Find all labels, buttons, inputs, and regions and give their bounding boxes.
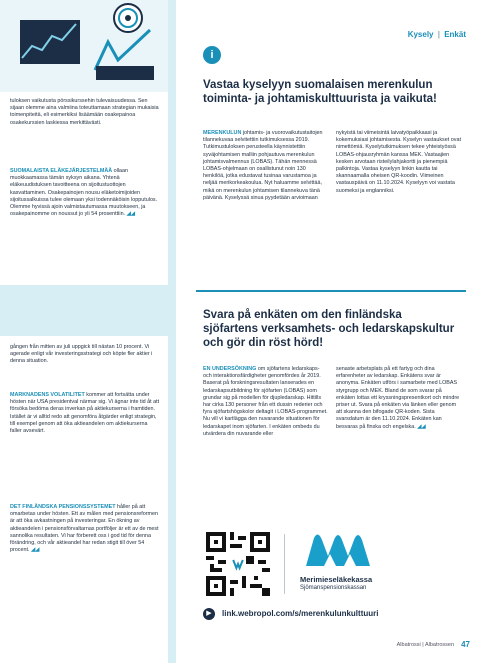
fi-lead: MERENKULUN xyxy=(203,130,242,136)
qr-code[interactable] xyxy=(206,532,270,596)
logo-name: Merimieseläkekassa xyxy=(300,575,373,584)
page-header xyxy=(408,30,466,39)
arrow-icon: ▶ xyxy=(203,608,215,620)
logo-divider xyxy=(284,534,285,594)
left-section-3 xyxy=(10,504,160,554)
survey-link[interactable]: link.webropol.com/s/merenkulunkulttuuri xyxy=(222,609,379,618)
end-mark-icon: ◢◢ xyxy=(126,211,135,218)
section-text-2: kommer att fortsätta under hösten när USA presidentval närmar sig. Vi ägnar inte tid åt att försöka bedöma deras inverkan på aktiekurserna i framtiden. Istället är vi alltid redo att genomföra åtgärder enligt strategin, till exempel genom att öka aktieandelen om aktiekurserna faller avsevärt. xyxy=(10,392,160,435)
left-section-2 xyxy=(10,392,160,435)
sv-text-2: senaste arbetsplats på ett fartyg och dina erfarenheter av ledarskap. Enkätens svar är anonyma. Enkäten utförs i samarbete med LOBAS styrgrupp och MEK. Bland de som svarar på enkäten lottas ett kryssningspresentkort och mindre priser ut. Svara på enkäten via länken eller genom att skanna den bifogade QR-koden. Sista svarsdatum är den 11.10.2024. Enkäten kan besvaras på finska och engelska. xyxy=(336,366,460,430)
section-text-3: håller på att omarbetas under hösten. Ett av målen med pensionsreformen är att öka avkastningen på investeringar. En ökning av aktieandelen i pensionsförvaltarnas portföljer är ett av de mest sannolika resultaten. Vi har förberett oss i god tid för denna förändring, och vår aktieandel har redan stigit till över 54 procent. xyxy=(10,504,159,554)
divider xyxy=(196,290,466,292)
header-category: Kysely xyxy=(407,30,434,39)
left-column-top xyxy=(0,0,168,285)
sv-title: Svara på enkäten om den finländska sjöfartens verksamhets- och ledarskapskultur och gör din röst hörd! xyxy=(203,309,455,349)
sv-text-1: om sjöfartens ledarskaps- och interaktionsfärdigheter genomfördes år 2019. Baserat på forskningsresultaten lanserades en ledarskapsutbildning för sjöfarten (LOBAS) som grundar sig på modellen för djupledarskap. Hittills har cirka 130 personer från ett dussin rederier och fyra sjöfartshögskolor deltagit i LOBAS-programmet. Nu vill vi kartlägga den nuvarande situationen för ledarskapet inom sjöfarten. I enkäten ombeds du utvärdera din nuvarande eller xyxy=(203,366,328,437)
end-mark-icon: ◢◢ xyxy=(30,547,40,554)
fi-column-2: nykyistä tai viimeisintä laivatyöpaikkaasi ja kokemuksiasi johtamisesta. Kyselyn vastaukset ovat nimettömiä. Kyselytutkimuksen tekee yhteistyössä LOBAS-ohjausryhmän kanssa MEK. Vastaajien kesken arvotaan risteilylahjakortti ja pienempiä palkintoja. Vastaa kyselyyn linkin kautta tai skannaamalla oheisen QR-koodin. Viimeinen vastauspäivä on 11.10.2024. Kyselyyn voi vastata suomeksi ja englanniksi. xyxy=(336,130,461,194)
left-bottom-paragraph: gången från mitten av juli uppgick till nästan 10 procent. Vi agerade enligt vår investeringsstrategi och köpte fler aktier i denna situation. xyxy=(10,344,153,365)
footer-magazine: Albatrossi | Albatrossen xyxy=(396,642,454,648)
illustration-graphic xyxy=(0,0,168,92)
header-separator: | xyxy=(437,30,440,39)
right-column xyxy=(176,0,480,663)
page-number: 47 xyxy=(461,640,470,649)
left-top-paragraph: tuloksen vaikutusta pörssikurssehin tulevaisuudessa. Sen sijaan olemme aina valmiina toteuttamaan strategian mukaisia toimenpiteitä, eli esimerkiksi lisäämään osakepainoa osakekurssien laskiessa merkittävästi. xyxy=(10,98,159,126)
fi-text-1: johtamis- ja vuorovaikutustaitojen tilannekuvaa selvitettiin tutkimuksessa 2019. Tutkimustuloksen perusteella käynnistettiin syväjohtamisen malliin pohjautuva merenkulun johtamisvalmennus (LOBAS). Tähän mennessä LOBAS-ohjelmaan on osallistunut noin 130 henkilöä, jotka edustavat tusinaa varustamoa ja neljää merikorkeakoulua. Nyt haluamme selvittää, mikä on merenkulun johtamisen tilannekuva tänä päivänä. Kyselyssä sinua pyydetään arvioimaan xyxy=(203,130,323,201)
sv-lead: EN UNDERSÖKNING xyxy=(203,366,257,372)
section-heading-2: MARKNADENS VOLATILITET xyxy=(10,392,85,398)
sv-column-1 xyxy=(203,366,328,438)
left-section-1 xyxy=(10,168,160,218)
logo-subname: Sjömanspensionskassan xyxy=(300,585,367,591)
section-heading-1: SUOMALAISTA ELÄKEJÄRJESTELMÄÄ xyxy=(10,168,113,174)
left-column-bottom xyxy=(0,336,168,663)
header-category-2: Enkät xyxy=(444,30,466,39)
end-mark-icon: ◢◢ xyxy=(417,423,426,430)
mek-logo-icon xyxy=(304,532,384,568)
section-heading-3: DET FINLÄNDSKA PENSIONSSYSTEMET xyxy=(10,504,116,510)
section-text-1: ollaan muokkaamassa tämän syksyn aikana. Yhtenä eläkeuudistuksen tavoitteena on sijoitustuottojen kasvattaminen. Osakepainojen nousu eläketoimijoiden sijoitussalkuissa tulee olemaan yksi todennäköisin lopputulos. Olemme hyvissä ajoin valmistautumassa muutokseen, ja osakepainomme on noussut jo yli 54 prosenttiin. xyxy=(10,168,158,218)
info-icon: i xyxy=(203,46,221,64)
fi-column-1 xyxy=(203,130,328,202)
sv-column-2 xyxy=(336,366,461,431)
fi-title: Vastaa kyselyyn suomalaisen merenkulun toiminta- ja johtamiskulttuurista ja vaikuta! xyxy=(203,79,437,105)
